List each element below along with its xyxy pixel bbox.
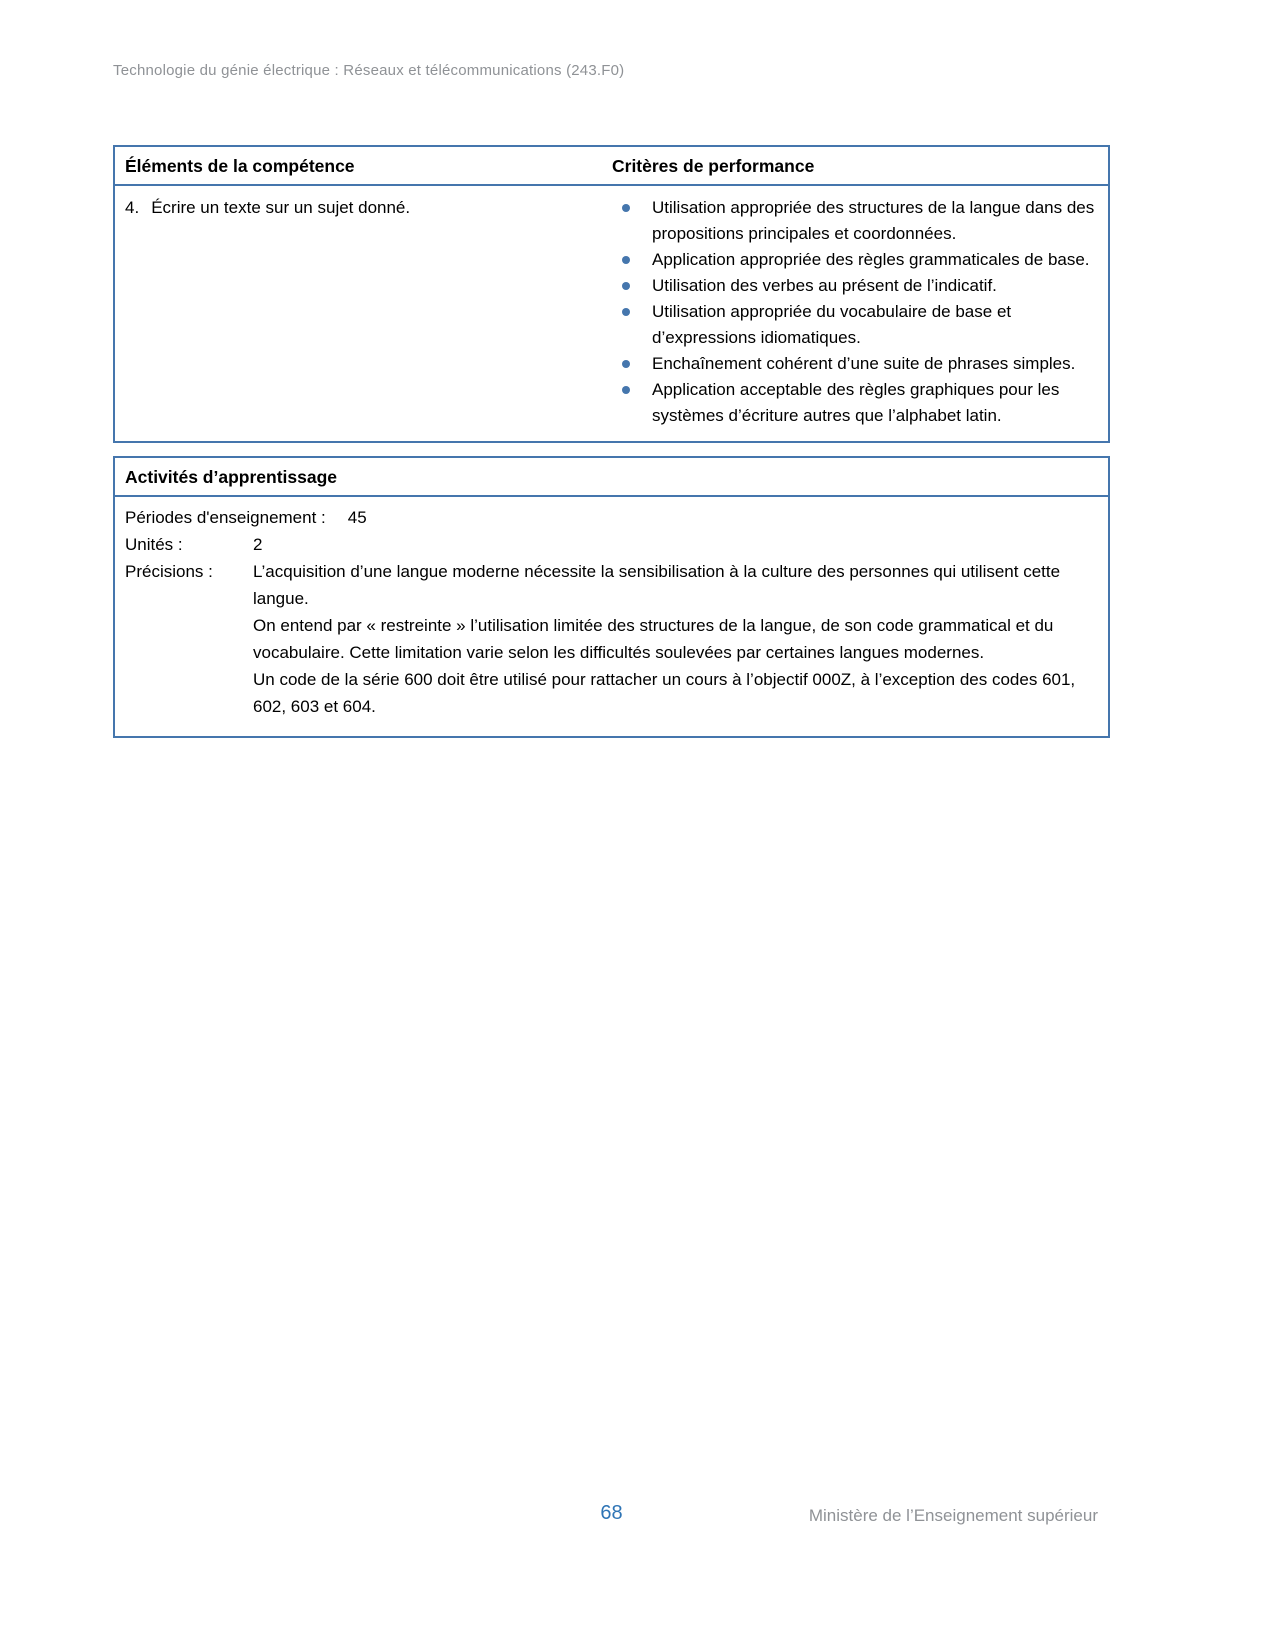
element-number: 4. <box>125 198 140 217</box>
precisions-paragraph: On entend par « restreinte » l’utilisation limitée des structures de la langue, de son code grammatical et du vocabulaire. Cette limitation varie selon les difficultés soulevées par certaines langues modernes. <box>253 616 1054 662</box>
column-header-criteres: Critères de performance <box>612 156 815 176</box>
criterion-text: Utilisation appropriée du vocabulaire de base et d’expressions idiomatiques. <box>652 302 1012 347</box>
unites-label: Unités : <box>125 535 183 554</box>
list-item <box>610 273 1098 299</box>
criterion-text: Enchaînement cohérent d’une suite de phrases simples. <box>652 354 1076 373</box>
list-item <box>610 351 1098 377</box>
bullet-icon <box>622 308 630 316</box>
page-content <box>113 145 1110 738</box>
criterion-text: Utilisation des verbes au présent de l’indicatif. <box>652 276 997 295</box>
list-item <box>610 377 1098 429</box>
bullet-icon <box>622 256 630 264</box>
bullet-icon <box>622 282 630 290</box>
precisions-row <box>125 558 1094 720</box>
competence-table-header-row <box>115 147 1108 186</box>
unites-row <box>125 531 1094 558</box>
page-number: 68 <box>600 1502 623 1524</box>
element-cell <box>115 186 610 441</box>
periodes-row <box>125 504 1094 531</box>
criterion-text: Application acceptable des règles graphiques pour les systèmes d’écriture autres que l’alphabet latin. <box>652 380 1060 425</box>
bullet-icon <box>622 386 630 394</box>
footer-ministry: Ministère de l’Enseignement supérieur <box>808 1506 1098 1525</box>
element-text: Écrire un texte sur un sujet donné. <box>151 198 411 217</box>
criterion-text: Utilisation appropriée des structures de la langue dans des propositions principales et coordonnées. <box>652 198 1095 243</box>
bullet-icon <box>622 360 630 368</box>
precisions-paragraph: Un code de la série 600 doit être utilisé pour rattacher un cours à l’objectif 000Z, à l’exception des codes 601, 602, 603 et 604. <box>253 670 1076 716</box>
list-item <box>610 299 1098 351</box>
competence-table <box>113 145 1110 443</box>
column-header-elements: Éléments de la compétence <box>125 156 355 176</box>
precisions-text <box>253 558 1094 720</box>
periodes-label: Périodes d'enseignement : <box>125 508 326 527</box>
list-item <box>610 195 1098 247</box>
running-header: Technologie du génie électrique : Réseaux et télécommunications (243.F0) <box>113 62 625 79</box>
activities-box-body <box>115 497 1108 736</box>
unites-value: 2 <box>253 535 263 554</box>
list-item <box>610 247 1098 273</box>
activities-box-title: Activités d’apprentissage <box>115 458 1108 497</box>
precisions-label: Précisions : <box>125 562 213 581</box>
criteria-cell <box>610 186 1108 441</box>
competence-table-body <box>115 186 1108 441</box>
activities-box <box>113 456 1110 738</box>
criterion-text: Application appropriée des règles grammaticales de base. <box>652 250 1090 269</box>
bullet-icon <box>622 204 630 212</box>
periodes-value: 45 <box>347 508 367 527</box>
precisions-paragraph: L’acquisition d’une langue moderne nécessite la sensibilisation à la culture des personnes qui utilisent cette langue. <box>253 562 1061 608</box>
